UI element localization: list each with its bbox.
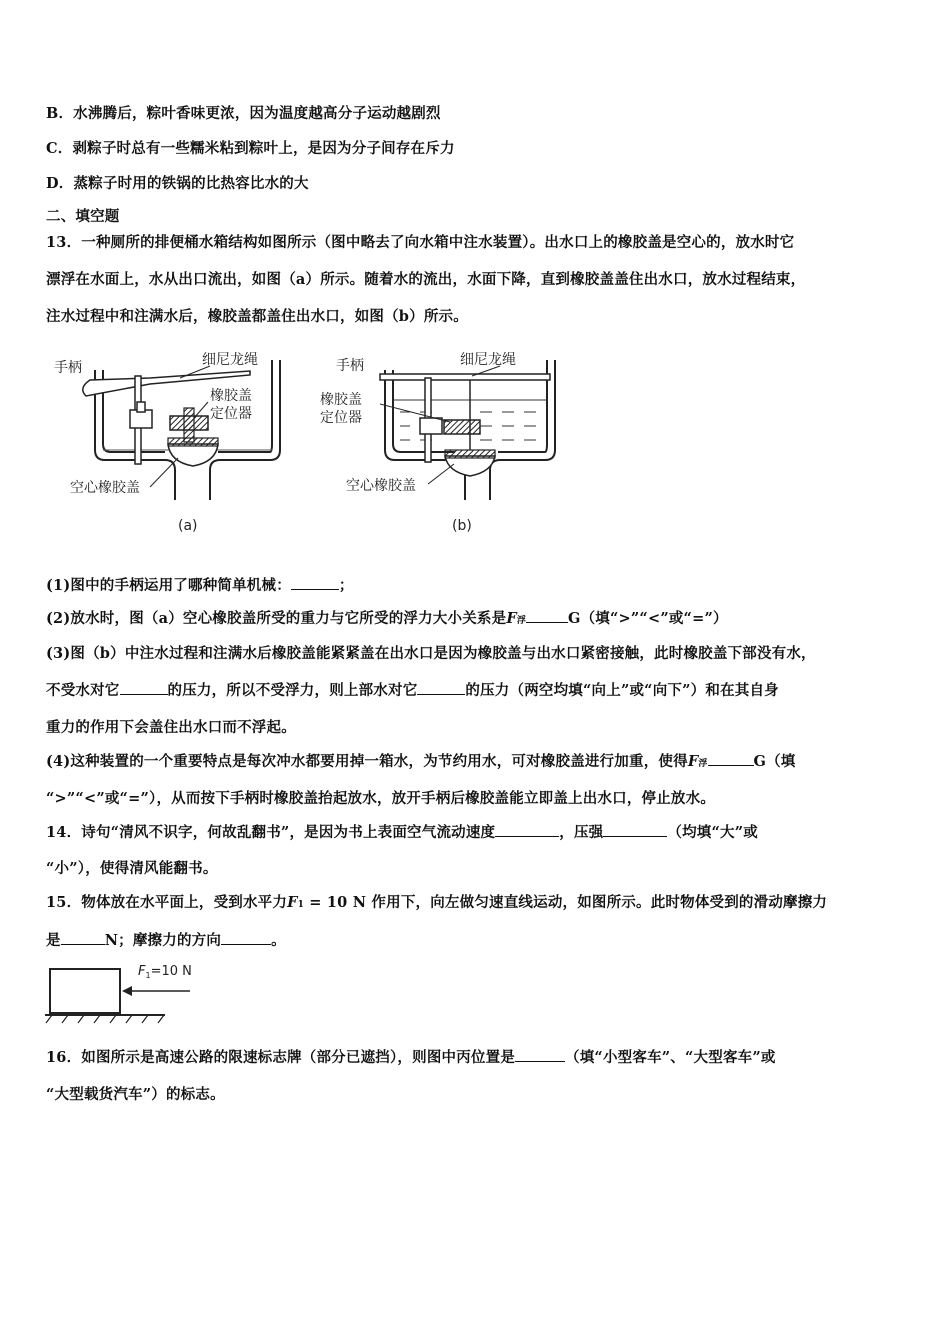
label-locator-b-2: 定位器 (320, 410, 362, 426)
answer-blank[interactable] (526, 610, 568, 623)
q13-stem-line3: 注水过程中和注满水后，橡胶盖都盖住出水口，如图（b）所示。 (46, 308, 468, 325)
q13-part3-line3: 重力的作用下会盖住出水口而不浮起。 (46, 719, 296, 736)
lid-a (168, 444, 218, 466)
answer-blank[interactable] (61, 932, 105, 945)
answer-blank[interactable] (515, 1049, 565, 1062)
answer-blank[interactable] (603, 824, 667, 837)
label-handle-b: 手柄 (336, 358, 364, 374)
answer-blank[interactable] (221, 932, 271, 945)
label-handle-a: 手柄 (54, 360, 82, 376)
answer-blank[interactable] (291, 577, 339, 590)
q13-part4-line2: “>”“<”或“=”），从而按下手柄时橡胶盖抬起放水，放开手柄后橡胶盖能立即盖上出水口，停止放水。 (46, 790, 716, 807)
handle-b (380, 374, 550, 462)
q13-figure (40, 340, 560, 540)
label-locator-b-1: 橡胶盖 (320, 392, 362, 408)
q15-line2: 是 N；摩擦力的方向 。 (46, 932, 286, 949)
option-d: D．蒸粽子时用的铁锅的比热容比水的大 (46, 175, 309, 192)
lid-b (445, 456, 495, 476)
label-rope-a: 细尼龙绳 (202, 352, 258, 368)
q16-line2: “大型载货汽车”）的标志。 (46, 1086, 225, 1103)
label-locator-a-1: 橡胶盖 (210, 388, 252, 404)
q13-part1: (1)图中的手柄运用了哪种简单机械： ； (46, 577, 354, 594)
section-heading: 二、填空题 (46, 208, 120, 225)
q16-line1: 16．如图所示是高速公路的限速标志牌（部分已遮挡），则图中丙位置是 （填“小型客车”、“大型客车”或 (46, 1049, 776, 1066)
answer-blank[interactable] (708, 753, 754, 766)
option-c: C．剥粽子时总有一些糯米粘到粽叶上，是因为分子间存在斥力 (46, 140, 455, 157)
label-lid-b: 空心橡胶盖 (346, 478, 416, 494)
answer-blank[interactable] (120, 682, 168, 695)
q15-figure (40, 955, 210, 1027)
q13-part3-line1: (3)图（b）中注水过程和注满水后橡胶盖能紧紧盖在出水口是因为橡胶盖与出水口紧密接触，此时橡胶盖下部没有水， (46, 645, 816, 662)
option-b: B．水沸腾后，粽叶香味更浓，因为温度越高分子运动越剧烈 (46, 105, 441, 122)
answer-blank[interactable] (495, 824, 559, 837)
q13-part4-line1: (4)这种装置的一个重要特点是每次冲水都要用掉一箱水，为节约用水，可对橡胶盖进行加重，使得F浮 G（填 (46, 753, 796, 770)
q13-part3-line2: 不受水对它 的压力，所以不受浮力，则上部水对它 的压力（两空均填“向上”或“向下”）和在其自身 (46, 682, 779, 699)
force-label: $F_1=10$ N (138, 964, 192, 980)
q14-line2: “小”），使得清风能翻书。 (46, 860, 218, 877)
q14-line1: 14．诗句“清风不识字，何故乱翻书”，是因为书上表面空气流动速度 ，压强 （均填“大”或 (46, 824, 758, 841)
q13-stem-line1: 13．一种厕所的排便桶水箱结构如图所示（图中略去了向水箱中注水装置）。出水口上的橡胶盖是空心的，放水时它 (46, 234, 795, 251)
q13-part2: (2)放水时，图（a）空心橡胶盖所受的重力与它所受的浮力大小关系是F浮 G（填“>”“<”或“=”） (46, 610, 728, 627)
label-rope-b: 细尼龙绳 (460, 352, 516, 368)
answer-blank[interactable] (417, 682, 465, 695)
caption-b: (b) (452, 518, 472, 534)
label-locator-a-2: 定位器 (210, 406, 252, 422)
label-lid-a: 空心橡胶盖 (70, 480, 140, 496)
caption-a: (a) (178, 518, 198, 534)
q15-line1: 15．物体放在水平面上，受到水平力F1 = 10 N 作用下，向左做匀速直线运动，如图所示。此时物体受到的滑动摩擦力 (46, 894, 828, 911)
block (50, 969, 120, 1013)
q13-stem-line2: 漂浮在水面上，水从出口流出，如图（a）所示。随着水的流出，水面下降，直到橡胶盖盖住出水口，放水过程结束， (46, 271, 806, 288)
locator-b (420, 418, 442, 434)
